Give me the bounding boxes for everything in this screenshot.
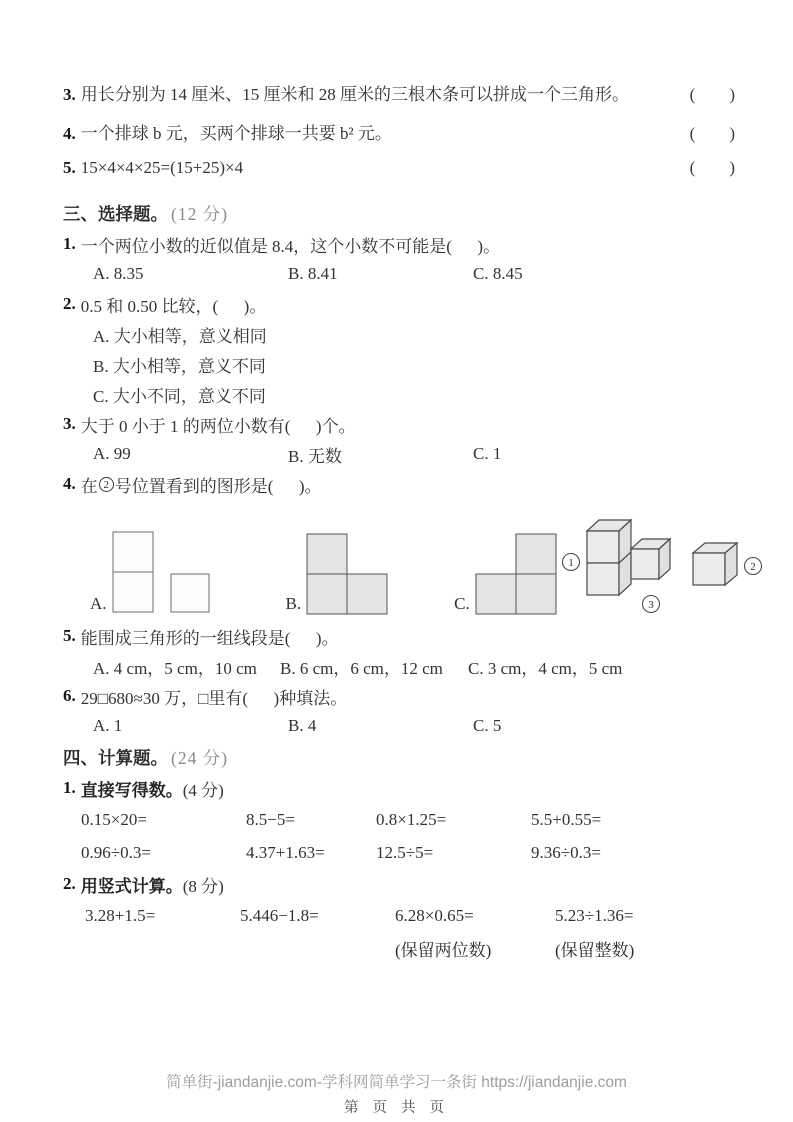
square-cell [307,534,347,574]
expression: 0.96÷0.3= [81,842,151,862]
question-number: 6. [63,686,76,705]
option-b: B. 8.41 [288,264,338,283]
question-text-before: 在 [80,476,98,496]
section-title: 四、计算题。 [63,747,168,768]
shape-c-l-shape [475,533,557,615]
choice-q5-options [63,651,735,681]
question-text: 15×4×4×25=(15+25)×4 [80,158,244,177]
choice-q1 [63,229,735,259]
footer-watermark-link[interactable]: 简单街-jiandanjie.com-学科网简单学习一条街 https://jiandanjie.com [166,1074,627,1091]
question-text: 29□680≈30 万，□里有( )种填法。 [80,688,348,708]
question-number: 5. [63,158,76,177]
option-c: C. 5 [473,716,502,735]
test-paper-content [63,80,756,965]
section-calc-heading [63,741,735,773]
circled-number-2: 2 [99,477,114,492]
expression: 8.5−5= [246,809,295,829]
option-c: C. 3 cm，4 cm，5 cm [468,658,623,678]
rounding-note-2: (保留整数) [555,941,635,960]
figure-label-c: C. [454,594,470,613]
judge-question-4 [63,119,735,158]
cube-figure [561,505,766,615]
expression: 12.5÷5= [376,842,434,862]
cube-front-face [587,563,619,595]
cube-front-face [631,549,659,579]
calc-q2-title [63,869,735,899]
expression: 5.446−1.8= [240,905,319,925]
question-score: (8 分) [182,876,224,896]
option-b: B. 无数 [288,446,342,466]
square-cell [113,532,153,572]
option-a: A. 1 [93,716,123,735]
choice-q2-option-b [63,349,735,379]
square-cell [476,574,516,614]
position-label-3: 3 [647,599,654,611]
square-cell [113,572,153,612]
section-score: (12 分) [171,203,229,224]
option-a: A. 4 cm，5 cm，10 cm [93,658,257,678]
question-number: 3. [63,414,76,433]
answer-paren: ( ) [689,85,735,104]
figure-option-b [286,533,389,615]
option-a: A. 大小相等，意义相同 [93,326,267,346]
option-c: C. 8.45 [473,264,523,283]
expression: 0.15×20= [81,809,147,829]
expression: 4.37+1.63= [246,842,325,862]
expression: 0.8×1.25= [376,809,447,829]
choice-q3-options [63,439,735,469]
answer-paren: ( ) [689,158,735,177]
option-a: A. 8.35 [93,264,144,283]
question-number: 1. [63,778,76,797]
choice-q4 [63,469,735,499]
question-number: 2. [63,294,76,313]
rounding-note-1: (保留两位数) [395,941,492,960]
figure-option-a [90,531,212,615]
question-title: 直接写得数。 [80,780,183,800]
question-title: 用竖式计算。 [80,876,183,896]
choice-q4-figures [63,505,756,615]
question-text: 一个排球 b 元，买两个排球一共要 b² 元。 [80,124,392,143]
shape-a-squares [112,531,212,615]
expression: 3.28+1.5= [85,905,156,925]
expression: 9.36÷0.3= [531,842,601,862]
section-score: (24 分) [171,747,229,768]
cube-front-face [693,553,725,585]
calc-q2-notes [63,932,735,965]
question-text: 用长分别为 14 厘米、15 厘米和 28 厘米的三根木条可以拼成一个三角形。 [80,85,629,104]
question-number: 4. [63,124,76,143]
calc-q1-row1 [63,803,735,836]
option-b: B. 4 [288,716,317,735]
choice-q2 [63,289,735,319]
answer-paren: ( ) [689,124,735,143]
choice-q6 [63,681,735,711]
expression: 5.23÷1.36= [555,905,634,925]
question-number: 3. [63,85,76,104]
question-text: 一个两位小数的近似值是 8.4，这个小数不可能是( )。 [80,236,501,256]
shape-b-l-shape [306,533,388,615]
expression: 6.28×0.65= [395,905,474,925]
judge-question-3 [63,80,735,119]
option-b: B. 大小相等，意义不同 [93,356,266,376]
option-b: B. 6 cm，6 cm，12 cm [280,658,443,678]
square-cell [171,574,209,612]
position-label-2: 2 [749,561,756,573]
judge-question-5 [63,158,735,197]
choice-q1-options [63,259,735,289]
calc-q2-row [63,899,735,932]
calc-q1-title [63,773,735,803]
question-number: 2. [63,874,76,893]
choice-q6-options [63,711,735,741]
choice-q3 [63,409,735,439]
choice-q2-option-c [63,379,735,409]
section-title: 三、选择题。 [63,203,168,224]
expression: 5.5+0.55= [531,809,602,829]
question-number: 4. [63,474,76,493]
square-cell [347,574,387,614]
square-cell [307,574,347,614]
question-number: 5. [63,626,76,645]
square-cell [516,574,556,614]
choice-q2-option-a [63,319,735,349]
question-text: 大于 0 小于 1 的两位小数有( )个。 [80,416,356,436]
question-score: (4 分) [182,780,224,800]
square-cell [516,534,556,574]
section-choice-heading [63,197,735,229]
figure-option-c [454,533,557,615]
figure-label-a: A. [90,594,107,613]
question-text-after: 号位置看到的图形是( )。 [114,476,322,496]
cube-front-face [587,531,619,563]
option-c: C. 大小不同，意义不同 [93,386,266,406]
option-c: C. 1 [473,444,502,463]
calc-q1-row2 [63,836,735,869]
question-text: 能围成三角形的一组线段是( )。 [80,628,339,648]
question-text: 0.5 和 0.50 比较，( )。 [80,296,267,316]
footer-page-number: 第 页 共 页 [343,1100,450,1116]
position-label-1: 1 [567,557,574,569]
option-a: A. 99 [93,444,131,463]
figure-label-b: B. [285,594,302,613]
question-number: 1. [63,234,76,253]
choice-q5 [63,621,735,651]
